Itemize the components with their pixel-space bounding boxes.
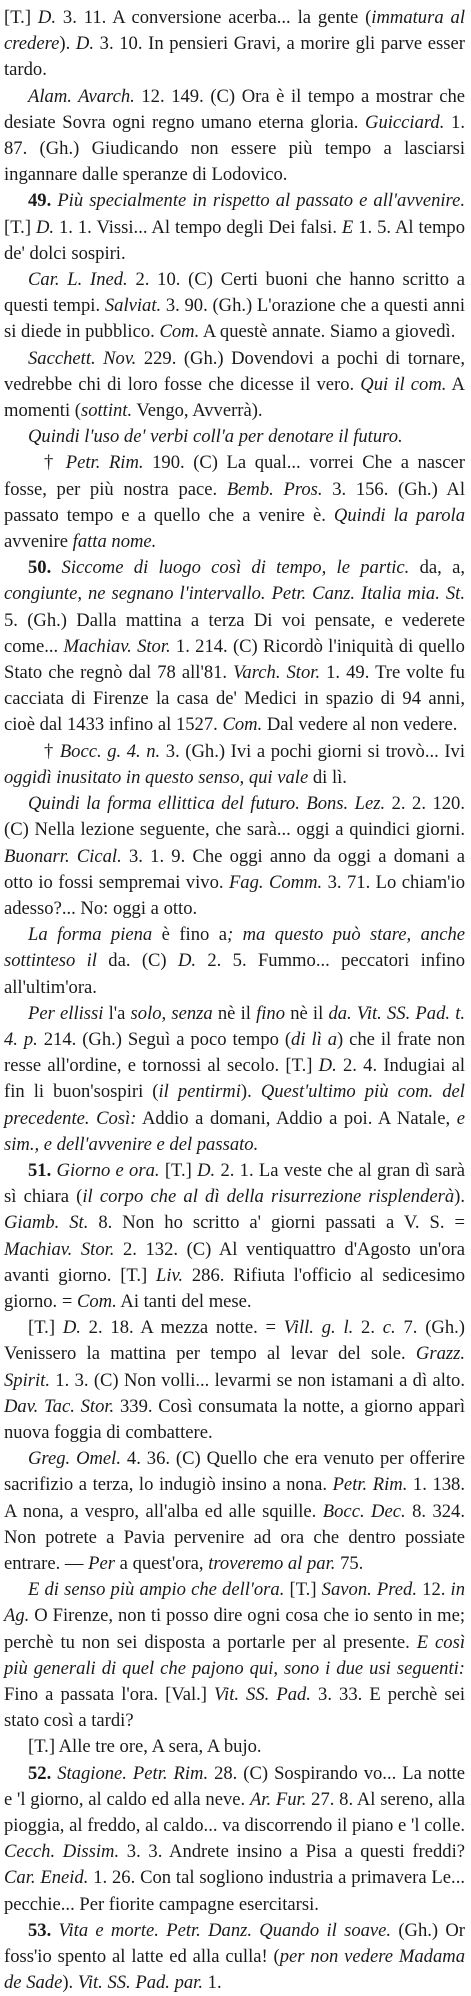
- italic-text: D.: [62, 1317, 81, 1339]
- dictionary-paragraph: [4, 922, 465, 1001]
- italic-text: Bocc. g. 4. n.: [59, 740, 161, 762]
- italic-text: Com.: [222, 714, 263, 736]
- section-number: 50.: [28, 557, 62, 579]
- italic-text: il pentirmi: [158, 1081, 241, 1103]
- body-text: a quest'ora,: [115, 1552, 209, 1574]
- italic-text: Liv.: [156, 1264, 184, 1286]
- italic-text: D.: [75, 33, 94, 55]
- body-text: ).: [59, 33, 76, 55]
- body-text: 3. 1. 9. Che oggi anno da oggi a domani a otto io fossi sempremai vivo.: [4, 845, 466, 893]
- italic-text: ; ma questo può stare, anche sottinteso il: [4, 924, 466, 972]
- body-text: 190. (C) La qual... vorrei Che a nascer fosse, per più nostra pace.: [4, 452, 465, 500]
- italic-text: Salviat.: [104, 295, 162, 317]
- body-text: 12.: [417, 1579, 451, 1601]
- italic-text: Varch. Stor.: [233, 662, 321, 684]
- italic-text: Bemb. Pros.: [226, 478, 323, 500]
- body-text: 2.: [353, 1317, 383, 1339]
- body-text: Addio a domani, Addio a poi. A Natale,: [136, 1107, 457, 1129]
- italic-text: troveremo al par.: [208, 1552, 336, 1574]
- dictionary-paragraph: [4, 424, 465, 450]
- body-text: 286. Rifiuta l'officio al sedicesimo giorno. =: [4, 1264, 465, 1312]
- body-text: 2. 10. (C) Certi buoni che hanno scritto a questi tempi.: [4, 269, 466, 317]
- italic-text: Giorno e ora.: [56, 1159, 160, 1181]
- body-text: 1. 49. Tre volte fu cacciata di Firenze la casa de' Medici in spazio di 94 anni, cioè dal 1433 infino al 1527.: [4, 662, 465, 736]
- italic-text: E di senso più ampio che dell'ora.: [28, 1579, 285, 1601]
- body-text: [T.]: [28, 1317, 63, 1339]
- dictionary-paragraph: [4, 188, 465, 267]
- body-text: 2. 18. A mezza notte. =: [80, 1317, 284, 1339]
- italic-text: Petr. Rim.: [65, 452, 144, 474]
- body-text: Ai tanti del mese.: [116, 1290, 252, 1312]
- body-text: nè il: [212, 1002, 257, 1024]
- body-text: 1.: [203, 1972, 222, 1994]
- italic-text: Fag. Comm.: [228, 871, 323, 893]
- dictionary-paragraph: [4, 1446, 465, 1577]
- body-text: nè il: [285, 1002, 329, 1024]
- body-text: 1. 1. Vissi... Al tempo degli Dei falsi.: [54, 216, 342, 238]
- italic-text: Petr. Rim.: [332, 1474, 408, 1496]
- italic-text: Per ellissi: [28, 1002, 104, 1024]
- body-text: [T.]: [284, 1579, 322, 1601]
- italic-text: Quest'ultimo più com. del precedente. Così:: [4, 1081, 465, 1129]
- body-text: †: [44, 452, 66, 474]
- italic-text: D.: [35, 216, 55, 238]
- italic-text: Guicciard.: [365, 111, 445, 133]
- body-text: [T.]: [4, 7, 38, 28]
- body-text: ).: [454, 1186, 465, 1208]
- italic-text: Vill. g. l.: [283, 1317, 354, 1339]
- italic-text: Savon. Pred.: [321, 1579, 418, 1601]
- dictionary-paragraph: [4, 346, 465, 425]
- body-text: A questè annate. Siamo a giovedì.: [199, 321, 456, 343]
- body-text: 3. 3. Andrete insino a Pisa a questi freddi?: [119, 1841, 466, 1863]
- italic-text: Bocc. Dec.: [322, 1500, 406, 1522]
- italic-text: Giamb. St.: [4, 1212, 89, 1234]
- italic-text: Machiav. Stor.: [4, 1238, 115, 1260]
- italic-text: sottint.: [80, 400, 133, 422]
- body-text: 1. 87. (Gh.) Giudicando non essere più tempo a lasciarsi ingannare dalle speranze di Lodovico.: [4, 111, 465, 186]
- body-text: 7. (Gh.) Venissero la mattina per tempo al levar del sole.: [4, 1317, 465, 1365]
- dictionary-paragraph: [4, 791, 465, 922]
- dictionary-paragraph: [4, 1315, 465, 1446]
- body-text: Dal vedere al non vedere.: [262, 714, 458, 736]
- dictionary-paragraph: [4, 450, 465, 555]
- italic-text: fatta nome.: [72, 531, 157, 553]
- italic-text: D.: [37, 7, 56, 28]
- italic-text: Grazz. Spirit.: [4, 1343, 465, 1391]
- italic-text: c.: [382, 1317, 396, 1339]
- italic-text: fino: [256, 1002, 286, 1024]
- dictionary-paragraph: [4, 1001, 465, 1158]
- dictionary-paragraph: [4, 5, 465, 84]
- body-text: 3. (Gh.) Ivi a pochi giorni si trovò... Ivi: [160, 740, 465, 762]
- italic-text: immatura al credere: [4, 7, 465, 55]
- italic-text: Sacchett. Nov.: [28, 347, 137, 369]
- body-text: ).: [240, 1081, 261, 1103]
- body-text: O Firenze, non ti posso dire ogni cosa che io sento in me; perchè tu non sei disposta a portarle per al presente.: [4, 1605, 465, 1653]
- italic-text: in Ag.: [4, 1579, 466, 1627]
- body-text: l'a: [103, 1002, 131, 1024]
- italic-text: Quindi l'uso de' verbi coll'a per denotare il futuro.: [28, 426, 403, 448]
- italic-text: E: [341, 216, 354, 238]
- body-text: 1. 214. (C) Ricordò l'iniquità di quello Stato che regnò dal 78 all'81.: [4, 635, 465, 684]
- italic-text: E così più generali di quel che pajono qui, sono i due usi seguenti:: [4, 1631, 465, 1679]
- italic-text: Greg. Omel.: [28, 1448, 122, 1470]
- italic-text: Per: [88, 1552, 116, 1574]
- italic-text: Quindi la forma ellittica del futuro.: [28, 793, 300, 815]
- body-text: A momenti (: [4, 373, 465, 422]
- body-text: 229. (Gh.) Dovendovi a pochi di tornare, vedrebbe chi di loro fosse che dicesse il vero.: [4, 347, 465, 395]
- body-text: †: [44, 740, 60, 762]
- body-text: 8. Non ho scritto a' giorni passati a V. S. =: [88, 1212, 465, 1234]
- italic-text: Car. Eneid.: [4, 1867, 89, 1889]
- body-text: 75.: [335, 1552, 364, 1574]
- body-text: [T.] Alle tre ore, A sera, A bujo.: [28, 1736, 262, 1758]
- body-text: 2. 132. (C) Al ventiquattro d'Agosto un'ora avanti giorno. [T.]: [4, 1238, 465, 1286]
- dictionary-paragraph: [4, 555, 465, 738]
- dictionary-paragraph: [4, 84, 465, 189]
- italic-text: il corpo che al dì della risurrezione risplenderà: [82, 1186, 455, 1208]
- italic-text: Buonarr. Cical.: [4, 845, 122, 867]
- italic-text: D.: [318, 1055, 337, 1077]
- italic-text: Vita e morte.: [58, 1919, 159, 1941]
- body-text: è fino a: [152, 924, 227, 946]
- italic-text: Siccome di luogo così di tempo, le partic.: [61, 557, 410, 579]
- dictionary-paragraph: [4, 1918, 465, 1996]
- italic-text: Alam. Avarch.: [28, 85, 135, 107]
- body-text: di lì.: [308, 766, 347, 788]
- italic-text: solo, senza: [130, 1002, 213, 1024]
- body-text: 1. 5. Al tempo de' dolci sospiri.: [4, 216, 466, 264]
- body-text: Fino a passata l'ora. [Val.]: [4, 1684, 215, 1705]
- italic-text: Qui il com.: [360, 373, 447, 395]
- italic-text: Stagione.: [57, 1762, 127, 1784]
- body-text: avvenire: [4, 531, 73, 553]
- body-text: 12. 149. (C) Ora è il tempo a mostrar che desiate Sovra ogni regno umano eterna gloria.: [4, 85, 465, 133]
- body-text: 28. (C) Sospirando vo... La notte e 'l giorno, al caldo ed alla neve.: [4, 1762, 465, 1810]
- italic-text: Bons. Lez.: [306, 793, 386, 815]
- italic-text: Vit. SS. Pad. t. 4. p.: [4, 1002, 466, 1050]
- dictionary-paragraph: [4, 1734, 465, 1760]
- italic-text: Più specialmente in rispetto al passato e all'avvenire.: [57, 190, 465, 212]
- body-text: (Gh.) Or foss'io spento al latte ed alla culla! (: [4, 1919, 465, 1968]
- italic-text: D.: [197, 1159, 216, 1181]
- italic-text: da.: [328, 1002, 352, 1024]
- italic-text: Machiav. Stor.: [63, 635, 171, 657]
- body-text: 8. 324. Non potrete a Pavia pervenire ad ora che dentro possiate entrare. —: [4, 1500, 466, 1574]
- italic-text: oggidì inusitato in questo senso, qui vale: [4, 766, 309, 788]
- italic-text: congiunte, ne segnano l'intervallo.: [4, 583, 266, 605]
- body-text: 214. (Gh.) Seguì a poco tempo (: [37, 1028, 292, 1050]
- body-text: da. (C): [96, 950, 178, 972]
- body-text: 339. Così consumata la notte, a giorno apparì nuova foggia di combattere.: [4, 1395, 465, 1443]
- dictionary-paragraph: [4, 1761, 465, 1918]
- italic-text: Dav. Tac. Stor.: [4, 1395, 115, 1417]
- section-number: 52.: [28, 1762, 58, 1784]
- body-text: ) che il frate non resse all'ordine, e tornossi al secolo. [T.]: [4, 1028, 465, 1077]
- italic-text: Petr. Canz. Italia mia. St.: [271, 583, 465, 605]
- dictionary-paragraph: [4, 1577, 465, 1734]
- italic-text: Quindi la parola: [333, 504, 466, 526]
- italic-text: Cecch. Dissim.: [4, 1841, 120, 1863]
- italic-text: D.: [177, 950, 197, 972]
- dictionary-paragraph: [4, 1158, 465, 1315]
- italic-text: Vit. SS. Pad. par.: [77, 1972, 204, 1994]
- body-text: 3. 71. Lo chiam'io adesso?... No: oggi a otto.: [4, 871, 465, 919]
- italic-text: Com.: [159, 321, 200, 343]
- body-text: ).: [62, 1972, 78, 1994]
- italic-text: Ar. Fur.: [249, 1788, 307, 1810]
- body-text: da, a,: [409, 557, 465, 579]
- italic-text: e sim., e dell'avvenire e del passato.: [4, 1107, 465, 1155]
- italic-text: Com.: [76, 1290, 117, 1312]
- body-text: 27. 8. Al sereno, alla pioggia, al freddo, al caldo... va discorrendo il piano e 'l colle.: [4, 1788, 465, 1837]
- body-text: [T.]: [4, 216, 36, 238]
- body-text: 1. 138. A nona, a vespro, all'alba ed alle squille.: [4, 1474, 465, 1522]
- italic-text: Petr. Rim.: [132, 1762, 209, 1784]
- body-text: 2. 5. Fummo... peccatori infino all'ultim'ora.: [4, 950, 465, 998]
- italic-text: di lì a: [291, 1028, 337, 1050]
- italic-text: per non vedere Madama de Sade: [4, 1946, 465, 1994]
- body-text: 1. 3. (C) Non volli... levarmi se non istamani a dì alto.: [49, 1369, 465, 1391]
- dictionary-paragraph: [4, 739, 465, 791]
- body-text: 3. 156. (Gh.) Al passato tempo e a quello che a venire è.: [4, 478, 465, 526]
- body-text: 1. 26. Con tal sogliono industria a primavera Le... pecchie... Per fiorite campagne esercitarsi.: [4, 1867, 465, 1915]
- body-text: [T.]: [159, 1159, 198, 1181]
- italic-text: Car. L. Ined.: [28, 269, 128, 291]
- body-text: 2. 1. La veste che al gran dì sarà sì chiara (: [4, 1159, 466, 1208]
- section-number: 51.: [28, 1159, 57, 1181]
- italic-text: Vit. SS. Pad.: [214, 1684, 311, 1705]
- italic-text: Petr. Danz. Quando il soave.: [166, 1919, 392, 1941]
- body-text: 2. 2. 120. (C) Nella lezione seguente, che sarà... oggi a quindici giorni.: [4, 793, 465, 841]
- section-number: 49.: [28, 190, 58, 212]
- body-text: 4. 36. (C) Quello che era venuto per offerire sacrifizio a terza, lo indugiò insino a nona.: [4, 1448, 465, 1496]
- section-number: 53.: [28, 1919, 59, 1941]
- body-text: 3. 33. E perchè sei stato così a tardi?: [4, 1684, 465, 1732]
- body-text: 3. 90. (Gh.) L'orazione che a questi anni si diede in pubblico.: [4, 295, 465, 343]
- body-text: 3. 11. A conversione acerba... la gente (: [56, 7, 372, 28]
- dictionary-paragraph: [4, 267, 465, 346]
- body-text: Vengo, Avverrà).: [132, 400, 263, 422]
- body-text: 3. 10. In pensieri Gravi, a morire gli parve esser tardo.: [4, 33, 465, 81]
- italic-text: La forma piena: [28, 924, 153, 946]
- body-text: 5. (Gh.) Dalla mattina a terza Di voi pensate, e vederete come...: [4, 609, 465, 657]
- body-text: 2. 4. Indugiai al fin li buon'sospiri (: [4, 1055, 465, 1103]
